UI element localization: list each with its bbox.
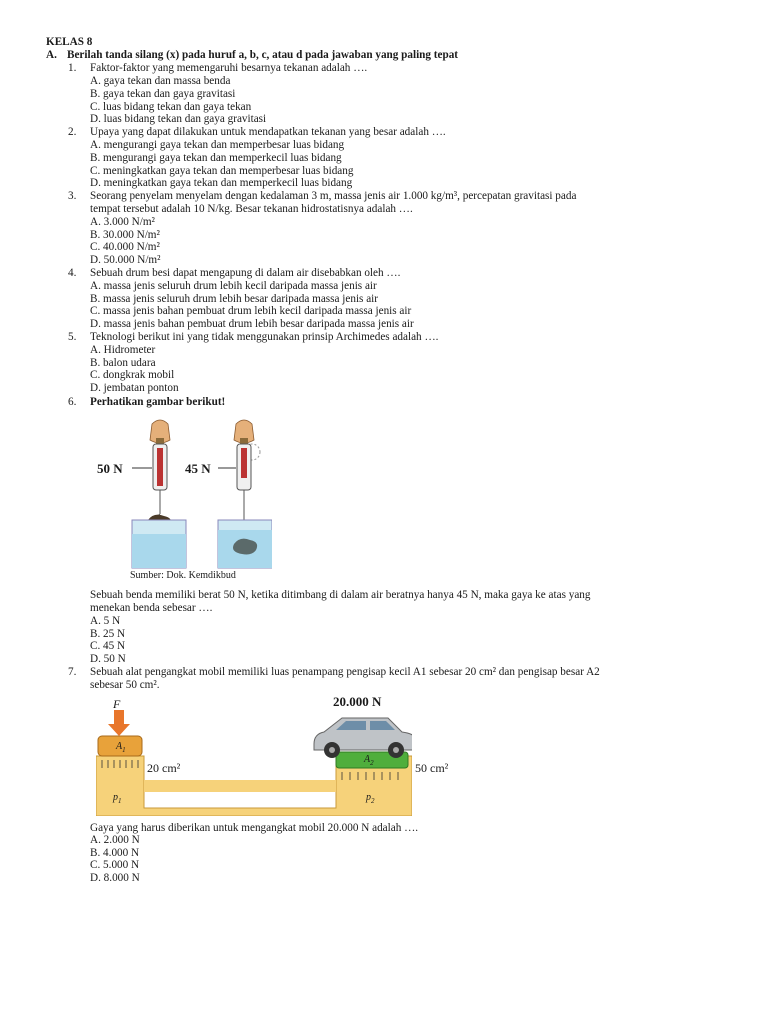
- question-4-option-b[interactable]: B. massa jenis seluruh drum lebih besar daripada massa jenis air: [90, 293, 379, 305]
- question-7-option-c[interactable]: C. 5.000 N: [90, 859, 140, 871]
- question-7-after-line-1: Gaya yang harus diberikan untuk mengangkat mobil 20.000 N adalah ….: [90, 822, 419, 834]
- question-6-after-line-2: menekan benda sebesar ….: [90, 602, 213, 614]
- question-7-text-line-2: sebesar 50 cm².: [90, 679, 160, 691]
- question-2-text: Upaya yang dapat dilakukan untuk mendapatkan tekanan yang besar adalah ….: [90, 126, 446, 138]
- question-1-option-c[interactable]: C. luas bidang tekan dan gaya tekan: [90, 101, 252, 113]
- question-6-option-b[interactable]: B. 25 N: [90, 628, 126, 640]
- question-3-text-line-1: Seorang penyelam menyelam dengan kedalaman 3 m, massa jenis air 1.000 kg/m³, percepatan gravitasi pada: [90, 190, 577, 202]
- question-5-number: 5.: [68, 331, 77, 343]
- question-2-option-a[interactable]: A. mengurangi gaya tekan dan memperbesar luas bidang: [90, 139, 345, 151]
- large-piston-label: $A_2$: [364, 754, 374, 767]
- question-5-option-c[interactable]: C. dongkrak mobil: [90, 369, 175, 381]
- question-1-text: Faktor-faktor yang memengaruhi besarnya tekanan adalah ….: [90, 62, 368, 74]
- connecting-pipe: [144, 780, 336, 792]
- question-6-after-line-1: Sebuah benda memiliki berat 50 N, ketika ditimbang di dalam air beratnya hanya 45 N, maka gaya ke atas yang: [90, 589, 591, 601]
- question-6-text: Perhatikan gambar berikut!: [90, 396, 226, 408]
- question-4-text: Sebuah drum besi dapat mengapung di dalam air disebabkan oleh ….: [90, 267, 401, 279]
- question-6-number: 6.: [68, 396, 77, 408]
- question-3-option-a[interactable]: A. 3.000 N/m²: [90, 216, 155, 228]
- question-2-option-b[interactable]: B. mengurangi gaya tekan dan memperkecil luas bidang: [90, 152, 342, 164]
- large-area-label: 50 cm²: [415, 761, 449, 775]
- small-area-label: 20 cm²: [147, 761, 181, 775]
- car-weight-label: 20.000 N: [333, 694, 382, 709]
- section-instruction: Berilah tanda silang (x) pada huruf a, b, c, atau d pada jawaban yang paling tepat: [67, 49, 459, 61]
- question-2-option-c[interactable]: C. meningkatkan gaya tekan dan memperbesar luas bidang: [90, 165, 354, 177]
- question-6-option-a[interactable]: A. 5 N: [90, 615, 121, 627]
- right-beaker: [218, 520, 272, 568]
- small-pressure-label: $p_1$: [113, 792, 122, 805]
- question-7-option-d[interactable]: D. 8.000 N: [90, 872, 140, 884]
- question-7-text-line-1: Sebuah alat pengangkat mobil memiliki luas penampang pengisap kecil A1 sebesar 20 cm² dan pengisap besar A2: [90, 666, 600, 678]
- question-5-option-b[interactable]: B. balon udara: [90, 357, 156, 369]
- force-arrow-icon: [114, 710, 124, 724]
- right-hand-icon: [234, 420, 254, 444]
- section-letter: A.: [46, 49, 57, 61]
- question-3-text-line-2: tempat tersebut adalah 10 N/kg. Besar tekanan hidrostatisnya adalah ….: [90, 203, 413, 215]
- question-1-option-b[interactable]: B. gaya tekan dan gaya gravitasi: [90, 88, 236, 100]
- question-5-option-d[interactable]: D. jembatan ponton: [90, 382, 179, 394]
- question-1-number: 1.: [68, 62, 77, 74]
- large-pressure-label: $p_2$: [366, 792, 375, 805]
- question-6-option-d[interactable]: D. 50 N: [90, 653, 126, 665]
- question-7-option-b[interactable]: B. 4.000 N: [90, 847, 140, 859]
- question-7-number: 7.: [68, 666, 77, 678]
- force-label: F: [113, 697, 121, 711]
- question-3-option-b[interactable]: B. 30.000 N/m²: [90, 229, 160, 241]
- left-beaker: [132, 520, 186, 568]
- question-7-option-a[interactable]: A. 2.000 N: [90, 834, 140, 846]
- question-5-text: Teknologi berikut ini yang tidak menggunakan prinsip Archimedes adalah ….: [90, 331, 439, 343]
- question-4-option-c[interactable]: C. massa jenis bahan pembuat drum lebih kecil daripada massa jenis air: [90, 305, 412, 317]
- question-4-option-d[interactable]: D. massa jenis bahan pembuat drum lebih besar daripada massa jenis air: [90, 318, 414, 330]
- archimedes-spring-scale-figure: [92, 416, 272, 584]
- question-4-number: 4.: [68, 267, 77, 279]
- question-3-number: 3.: [68, 190, 77, 202]
- question-2-number: 2.: [68, 126, 77, 138]
- left-spring-scale: [153, 444, 167, 522]
- question-4-option-a[interactable]: A. massa jenis seluruh drum lebih kecil daripada massa jenis air: [90, 280, 377, 292]
- question-3-option-c[interactable]: C. 40.000 N/m²: [90, 241, 160, 253]
- question-1-option-a[interactable]: A. gaya tekan dan massa benda: [90, 75, 231, 87]
- small-piston-label: $A_1$: [116, 741, 126, 754]
- figure-source: Sumber: Dok. Kemdikbud: [130, 570, 236, 581]
- question-1-option-d[interactable]: D. luas bidang tekan dan gaya gravitasi: [90, 113, 267, 125]
- question-3-option-d[interactable]: D. 50.000 N/m²: [90, 254, 161, 266]
- page-heading: KELAS 8: [46, 36, 93, 48]
- question-6-option-c[interactable]: C. 45 N: [90, 640, 126, 652]
- question-2-option-d[interactable]: D. meningkatkan gaya tekan dan memperkecil luas bidang: [90, 177, 353, 189]
- figure-label-45n: 45 N: [185, 461, 211, 476]
- figure-label-50n: 50 N: [97, 461, 123, 476]
- left-hand-icon: [150, 420, 170, 444]
- question-5-option-a[interactable]: A. Hidrometer: [90, 344, 156, 356]
